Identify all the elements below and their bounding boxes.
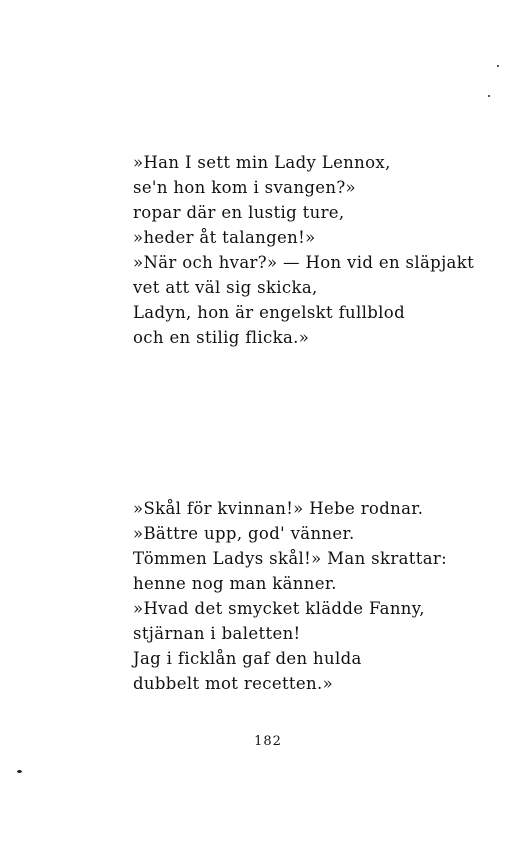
verse-line: se'n hon kom i svangen?»	[133, 178, 356, 197]
print-speck	[497, 65, 499, 67]
verse-line: stjärnan i baletten!	[133, 624, 301, 643]
verse-line: »Han I sett min Lady Lennox,	[133, 153, 391, 172]
verse-line: ropar där en lustig ture,	[133, 203, 345, 222]
stanza-2	[133, 496, 483, 696]
verse-line: och en stilig flicka.»	[133, 328, 310, 347]
stanza-1	[133, 150, 483, 350]
verse-line: »När och hvar?» — Hon vid en släpjakt	[133, 253, 475, 272]
page-number: 182	[254, 734, 282, 749]
verse-line: vet att väl sig skicka,	[133, 278, 318, 297]
verse-line: dubbelt mot recetten.»	[133, 674, 334, 693]
verse-line: Jag i ficklån gaf den hulda	[133, 649, 362, 668]
verse-line: »Skål för kvinnan!» Hebe rodnar.	[133, 499, 424, 518]
verse-line: »Hvad det smycket klädde Fanny,	[133, 599, 425, 618]
verse-line: »Bättre upp, god' vänner.	[133, 524, 355, 543]
verse-line: Tömmen Ladys skål!» Man skrattar:	[133, 549, 448, 568]
print-speck	[488, 95, 490, 97]
verse-line: henne nog man känner.	[133, 574, 337, 593]
verse-line: Ladyn, hon är engelskt fullblod	[133, 303, 406, 322]
verse-line: »heder åt talangen!»	[133, 228, 316, 247]
print-speck	[17, 770, 22, 773]
